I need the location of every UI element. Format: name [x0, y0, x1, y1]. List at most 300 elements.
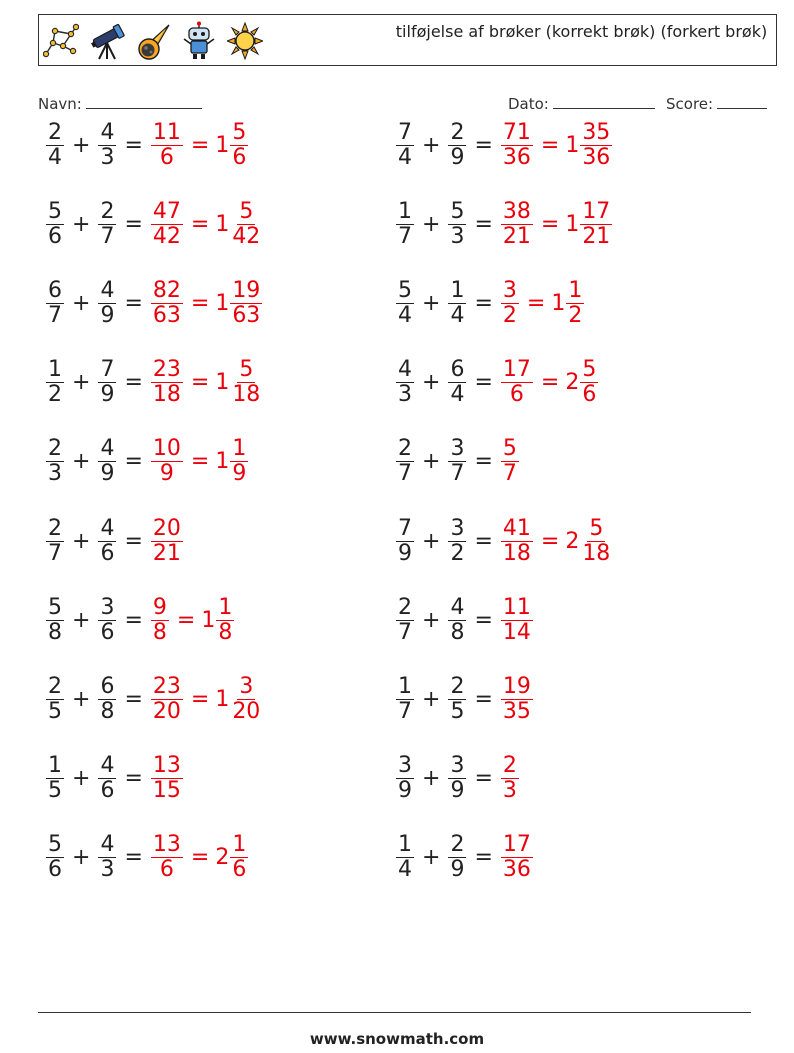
name-field [38, 94, 202, 113]
denominator: 7 [398, 698, 412, 724]
telescope-icon [89, 21, 125, 61]
addend-fraction [448, 437, 466, 486]
equals-sign: = [540, 211, 560, 237]
denominator: 9 [450, 778, 465, 804]
addend-fraction [98, 754, 116, 803]
numerator: 5 [239, 357, 254, 383]
equals-sign: = [190, 449, 210, 475]
addend-fraction [448, 279, 466, 328]
denominator: 7 [398, 619, 412, 645]
addend-fraction [396, 279, 414, 328]
equals-sign: = [190, 370, 210, 396]
numerator: 2 [398, 594, 412, 620]
plus-sign: + [72, 766, 91, 792]
denominator: 8 [218, 619, 233, 645]
equals-sign: = [176, 607, 196, 633]
addend-fraction [396, 200, 414, 249]
numerator: 13 [152, 753, 181, 779]
equals-sign: = [474, 132, 493, 158]
denominator: 9 [100, 382, 115, 408]
answer-fraction [151, 833, 183, 882]
numerator: 17 [502, 357, 531, 383]
numerator: 5 [398, 277, 412, 303]
numerator: 1 [232, 436, 247, 462]
denominator: 6 [159, 857, 174, 883]
numerator: 1 [398, 832, 412, 858]
denominator: 9 [398, 540, 412, 566]
denominator: 42 [232, 223, 261, 249]
problem-row [44, 353, 264, 413]
denominator: 6 [48, 223, 62, 249]
sun-icon [227, 21, 263, 61]
denominator: 9 [100, 461, 115, 487]
mixed-whole: 1 [215, 449, 230, 475]
date-label: Dato: [508, 95, 549, 113]
addend-fraction [46, 517, 64, 566]
score-blank[interactable] [717, 94, 767, 109]
plus-sign: + [72, 449, 91, 475]
numerator: 4 [100, 277, 115, 303]
denominator: 63 [152, 302, 181, 328]
denominator: 3 [48, 461, 62, 487]
denominator: 20 [152, 698, 181, 724]
mixed-whole: 2 [565, 528, 580, 554]
denominator: 6 [232, 144, 247, 170]
numerator: 17 [502, 832, 531, 858]
numerator: 1 [218, 594, 233, 620]
denominator: 9 [450, 144, 465, 170]
denominator: 8 [48, 619, 62, 645]
problem-row [44, 749, 185, 809]
denominator: 6 [509, 382, 524, 408]
denominator: 4 [450, 382, 465, 408]
numerator: 23 [152, 357, 181, 383]
worksheet-title: tilføjelse af brøker (korrekt brøk) (forkert brøk) [395, 22, 768, 41]
numerator: 5 [582, 357, 597, 383]
plus-sign: + [422, 290, 441, 316]
equals-sign: = [124, 370, 143, 396]
denominator: 4 [450, 302, 465, 328]
denominator: 8 [152, 619, 167, 645]
addend-fraction [46, 200, 64, 249]
denominator: 9 [100, 302, 115, 328]
mixed-fraction [230, 358, 262, 407]
denominator: 6 [582, 382, 597, 408]
denominator: 7 [48, 302, 62, 328]
numerator: 20 [152, 515, 181, 541]
problem-row [44, 669, 264, 729]
denominator: 6 [100, 778, 115, 804]
denominator: 35 [502, 698, 531, 724]
denominator: 42 [152, 223, 181, 249]
denominator: 20 [232, 698, 261, 724]
denominator: 7 [48, 540, 62, 566]
addend-fraction [98, 833, 116, 882]
equals-sign: = [474, 845, 493, 871]
mixed-fraction [580, 121, 612, 170]
constellation-icon [43, 21, 79, 61]
equals-sign: = [474, 290, 493, 316]
numerator: 1 [48, 357, 62, 383]
equals-sign: = [124, 766, 143, 792]
answer-fraction [151, 754, 183, 803]
problem-row [394, 273, 586, 333]
answer-fraction [151, 517, 183, 566]
answer-fraction [501, 675, 533, 724]
mixed-whole: 1 [201, 607, 216, 633]
equals-sign: = [474, 211, 493, 237]
answer-fraction [501, 596, 533, 645]
numerator: 2 [48, 436, 62, 462]
denominator: 6 [48, 857, 62, 883]
numerator: 6 [450, 357, 465, 383]
denominator: 7 [398, 223, 412, 249]
numerator: 3 [502, 277, 517, 303]
mixed-fraction [580, 517, 612, 566]
addend-fraction [98, 279, 116, 328]
plus-sign: + [422, 211, 441, 237]
numerator: 5 [48, 594, 62, 620]
numerator: 35 [582, 119, 611, 145]
numerator: 2 [48, 673, 62, 699]
problem-row [394, 115, 614, 175]
equals-sign: = [190, 211, 210, 237]
equals-sign: = [124, 449, 143, 475]
denominator: 36 [582, 144, 611, 170]
denominator: 2 [48, 382, 62, 408]
denominator: 9 [450, 857, 465, 883]
numerator: 9 [152, 594, 167, 620]
denominator: 9 [232, 461, 247, 487]
numerator: 41 [502, 515, 531, 541]
denominator: 4 [398, 857, 412, 883]
numerator: 4 [100, 515, 115, 541]
numerator: 1 [48, 753, 62, 779]
answer-fraction [501, 833, 533, 882]
denominator: 2 [450, 540, 465, 566]
plus-sign: + [422, 766, 441, 792]
numerator: 10 [152, 436, 181, 462]
numerator: 1 [450, 277, 465, 303]
numerator: 1 [398, 198, 412, 224]
answer-fraction [501, 754, 519, 803]
mixed-fraction [216, 596, 234, 645]
denominator: 4 [398, 144, 412, 170]
problem-row [44, 432, 250, 492]
numerator: 13 [152, 832, 181, 858]
problem-row [394, 828, 535, 888]
numerator: 2 [502, 753, 517, 779]
problem-row [44, 511, 185, 571]
answer-fraction [501, 200, 533, 249]
mixed-whole: 1 [215, 686, 230, 712]
mixed-fraction [230, 200, 262, 249]
answer-fraction [151, 121, 183, 170]
mixed-whole: 2 [215, 845, 230, 871]
numerator: 5 [502, 436, 517, 462]
equals-sign: = [124, 686, 143, 712]
denominator: 7 [502, 461, 517, 487]
equals-sign: = [474, 449, 493, 475]
addend-fraction [46, 596, 64, 645]
plus-sign: + [422, 607, 441, 633]
problem-row [44, 194, 264, 254]
answer-fraction [501, 279, 519, 328]
denominator: 7 [450, 461, 465, 487]
denominator: 6 [232, 857, 247, 883]
plus-sign: + [72, 132, 91, 158]
denominator: 14 [502, 619, 531, 645]
addend-fraction [396, 754, 414, 803]
problem-row [44, 828, 250, 888]
denominator: 5 [450, 698, 465, 724]
denominator: 2 [502, 302, 517, 328]
denominator: 5 [48, 698, 62, 724]
numerator: 7 [100, 357, 115, 383]
meteor-icon [135, 21, 171, 61]
numerator: 38 [502, 198, 531, 224]
equals-sign: = [124, 528, 143, 554]
denominator: 8 [450, 619, 465, 645]
numerator: 4 [398, 357, 412, 383]
answer-fraction [151, 279, 183, 328]
problem-row [44, 590, 236, 650]
name-blank[interactable] [86, 94, 202, 109]
denominator: 3 [100, 857, 115, 883]
addend-fraction [46, 358, 64, 407]
plus-sign: + [422, 132, 441, 158]
addend-fraction [46, 675, 64, 724]
date-field [508, 94, 655, 113]
addend-fraction [448, 833, 466, 882]
denominator: 18 [232, 382, 261, 408]
problem-row [394, 669, 535, 729]
denominator: 36 [502, 144, 531, 170]
denominator: 18 [502, 540, 531, 566]
addend-fraction [396, 121, 414, 170]
score-field [666, 94, 767, 113]
addend-fraction [448, 517, 466, 566]
denominator: 4 [398, 302, 412, 328]
problem-row [394, 749, 521, 809]
addend-fraction [46, 833, 64, 882]
denominator: 2 [568, 302, 583, 328]
denominator: 3 [502, 778, 517, 804]
equals-sign: = [540, 370, 560, 396]
numerator: 47 [152, 198, 181, 224]
denominator: 6 [100, 540, 115, 566]
equals-sign: = [190, 290, 210, 316]
numerator: 7 [398, 119, 412, 145]
numerator: 5 [589, 515, 604, 541]
mixed-fraction [230, 437, 248, 486]
denominator: 18 [152, 382, 181, 408]
equals-sign: = [540, 132, 560, 158]
denominator: 9 [398, 778, 412, 804]
plus-sign: + [72, 845, 91, 871]
mixed-whole: 1 [215, 211, 230, 237]
mixed-fraction [230, 121, 248, 170]
equals-sign: = [474, 528, 493, 554]
denominator: 21 [582, 223, 611, 249]
addend-fraction [396, 358, 414, 407]
addend-fraction [448, 596, 466, 645]
addend-fraction [46, 279, 64, 328]
mixed-fraction [230, 279, 262, 328]
addend-fraction [46, 754, 64, 803]
equals-sign: = [190, 845, 210, 871]
denominator: 3 [100, 144, 115, 170]
equals-sign: = [474, 370, 493, 396]
worksheet-header [38, 14, 777, 66]
robot-icon [181, 21, 217, 61]
numerator: 2 [48, 119, 62, 145]
denominator: 5 [48, 778, 62, 804]
numerator: 17 [582, 198, 611, 224]
numerator: 1 [398, 673, 412, 699]
numerator: 3 [100, 594, 115, 620]
mixed-fraction [580, 200, 612, 249]
equals-sign: = [124, 845, 143, 871]
numerator: 5 [239, 198, 254, 224]
numerator: 1 [568, 277, 583, 303]
equals-sign: = [474, 607, 493, 633]
answer-fraction [151, 358, 183, 407]
addend-fraction [98, 200, 116, 249]
addend-fraction [396, 437, 414, 486]
addend-fraction [396, 596, 414, 645]
addend-fraction [396, 833, 414, 882]
plus-sign: + [72, 607, 91, 633]
plus-sign: + [72, 290, 91, 316]
addend-fraction [448, 358, 466, 407]
mixed-fraction [230, 833, 248, 882]
mixed-whole: 1 [215, 132, 230, 158]
numerator: 4 [100, 753, 115, 779]
equals-sign: = [124, 132, 143, 158]
mixed-whole: 1 [565, 132, 580, 158]
numerator: 11 [152, 119, 181, 145]
answer-fraction [151, 437, 183, 486]
problem-row [394, 511, 614, 571]
numerator: 3 [450, 515, 465, 541]
denominator: 9 [159, 461, 174, 487]
plus-sign: + [72, 370, 91, 396]
answer-fraction [151, 675, 183, 724]
numerator: 4 [100, 436, 115, 462]
addend-fraction [98, 517, 116, 566]
mixed-whole: 1 [551, 290, 566, 316]
numerator: 82 [152, 277, 181, 303]
plus-sign: + [422, 528, 441, 554]
equals-sign: = [124, 211, 143, 237]
mixed-fraction [230, 675, 262, 724]
equals-sign: = [540, 528, 560, 554]
addend-fraction [98, 675, 116, 724]
denominator: 15 [152, 778, 181, 804]
answer-fraction [501, 121, 533, 170]
plus-sign: + [72, 211, 91, 237]
denominator: 18 [582, 540, 611, 566]
equals-sign: = [526, 290, 546, 316]
footer-divider [38, 1012, 751, 1013]
numerator: 19 [232, 277, 261, 303]
answer-fraction [151, 596, 169, 645]
numerator: 5 [232, 119, 247, 145]
numerator: 7 [398, 515, 412, 541]
numerator: 3 [239, 673, 254, 699]
addend-fraction [396, 517, 414, 566]
problem-row [44, 115, 250, 175]
numerator: 2 [398, 436, 412, 462]
addend-fraction [448, 121, 466, 170]
numerator: 11 [502, 594, 531, 620]
numerator: 4 [450, 594, 465, 620]
addend-fraction [448, 754, 466, 803]
equals-sign: = [190, 686, 210, 712]
equals-sign: = [474, 686, 493, 712]
answer-fraction [501, 437, 519, 486]
problem-row [394, 353, 600, 413]
addend-fraction [396, 675, 414, 724]
header-icons [43, 20, 273, 62]
numerator: 3 [398, 753, 412, 779]
answer-fraction [501, 358, 533, 407]
numerator: 6 [48, 277, 62, 303]
numerator: 4 [100, 832, 115, 858]
numerator: 2 [450, 673, 465, 699]
equals-sign: = [124, 607, 143, 633]
mixed-fraction [566, 279, 584, 328]
mixed-whole: 1 [565, 211, 580, 237]
plus-sign: + [422, 370, 441, 396]
mixed-whole: 1 [215, 290, 230, 316]
plus-sign: + [422, 686, 441, 712]
addend-fraction [448, 200, 466, 249]
plus-sign: + [72, 686, 91, 712]
mixed-fraction [580, 358, 598, 407]
answer-fraction [151, 200, 183, 249]
addend-fraction [98, 358, 116, 407]
plus-sign: + [72, 528, 91, 554]
denominator: 7 [398, 461, 412, 487]
numerator: 2 [100, 198, 115, 224]
problem-row [394, 590, 535, 650]
name-label: Navn: [38, 95, 82, 113]
plus-sign: + [422, 845, 441, 871]
score-label: Score: [666, 95, 714, 113]
numerator: 71 [502, 119, 531, 145]
numerator: 5 [48, 198, 62, 224]
problem-row [394, 194, 614, 254]
addend-fraction [98, 596, 116, 645]
problem-row [394, 432, 521, 492]
numerator: 4 [100, 119, 115, 145]
denominator: 3 [450, 223, 465, 249]
denominator: 36 [502, 857, 531, 883]
date-blank[interactable] [553, 94, 655, 109]
problem-row [44, 273, 264, 333]
addend-fraction [448, 675, 466, 724]
mixed-whole: 1 [215, 370, 230, 396]
numerator: 3 [450, 753, 465, 779]
numerator: 3 [450, 436, 465, 462]
plus-sign: + [422, 449, 441, 475]
mixed-whole: 2 [565, 370, 580, 396]
footer-url: www.snowmath.com [309, 1030, 485, 1048]
numerator: 2 [450, 832, 465, 858]
denominator: 21 [152, 540, 181, 566]
